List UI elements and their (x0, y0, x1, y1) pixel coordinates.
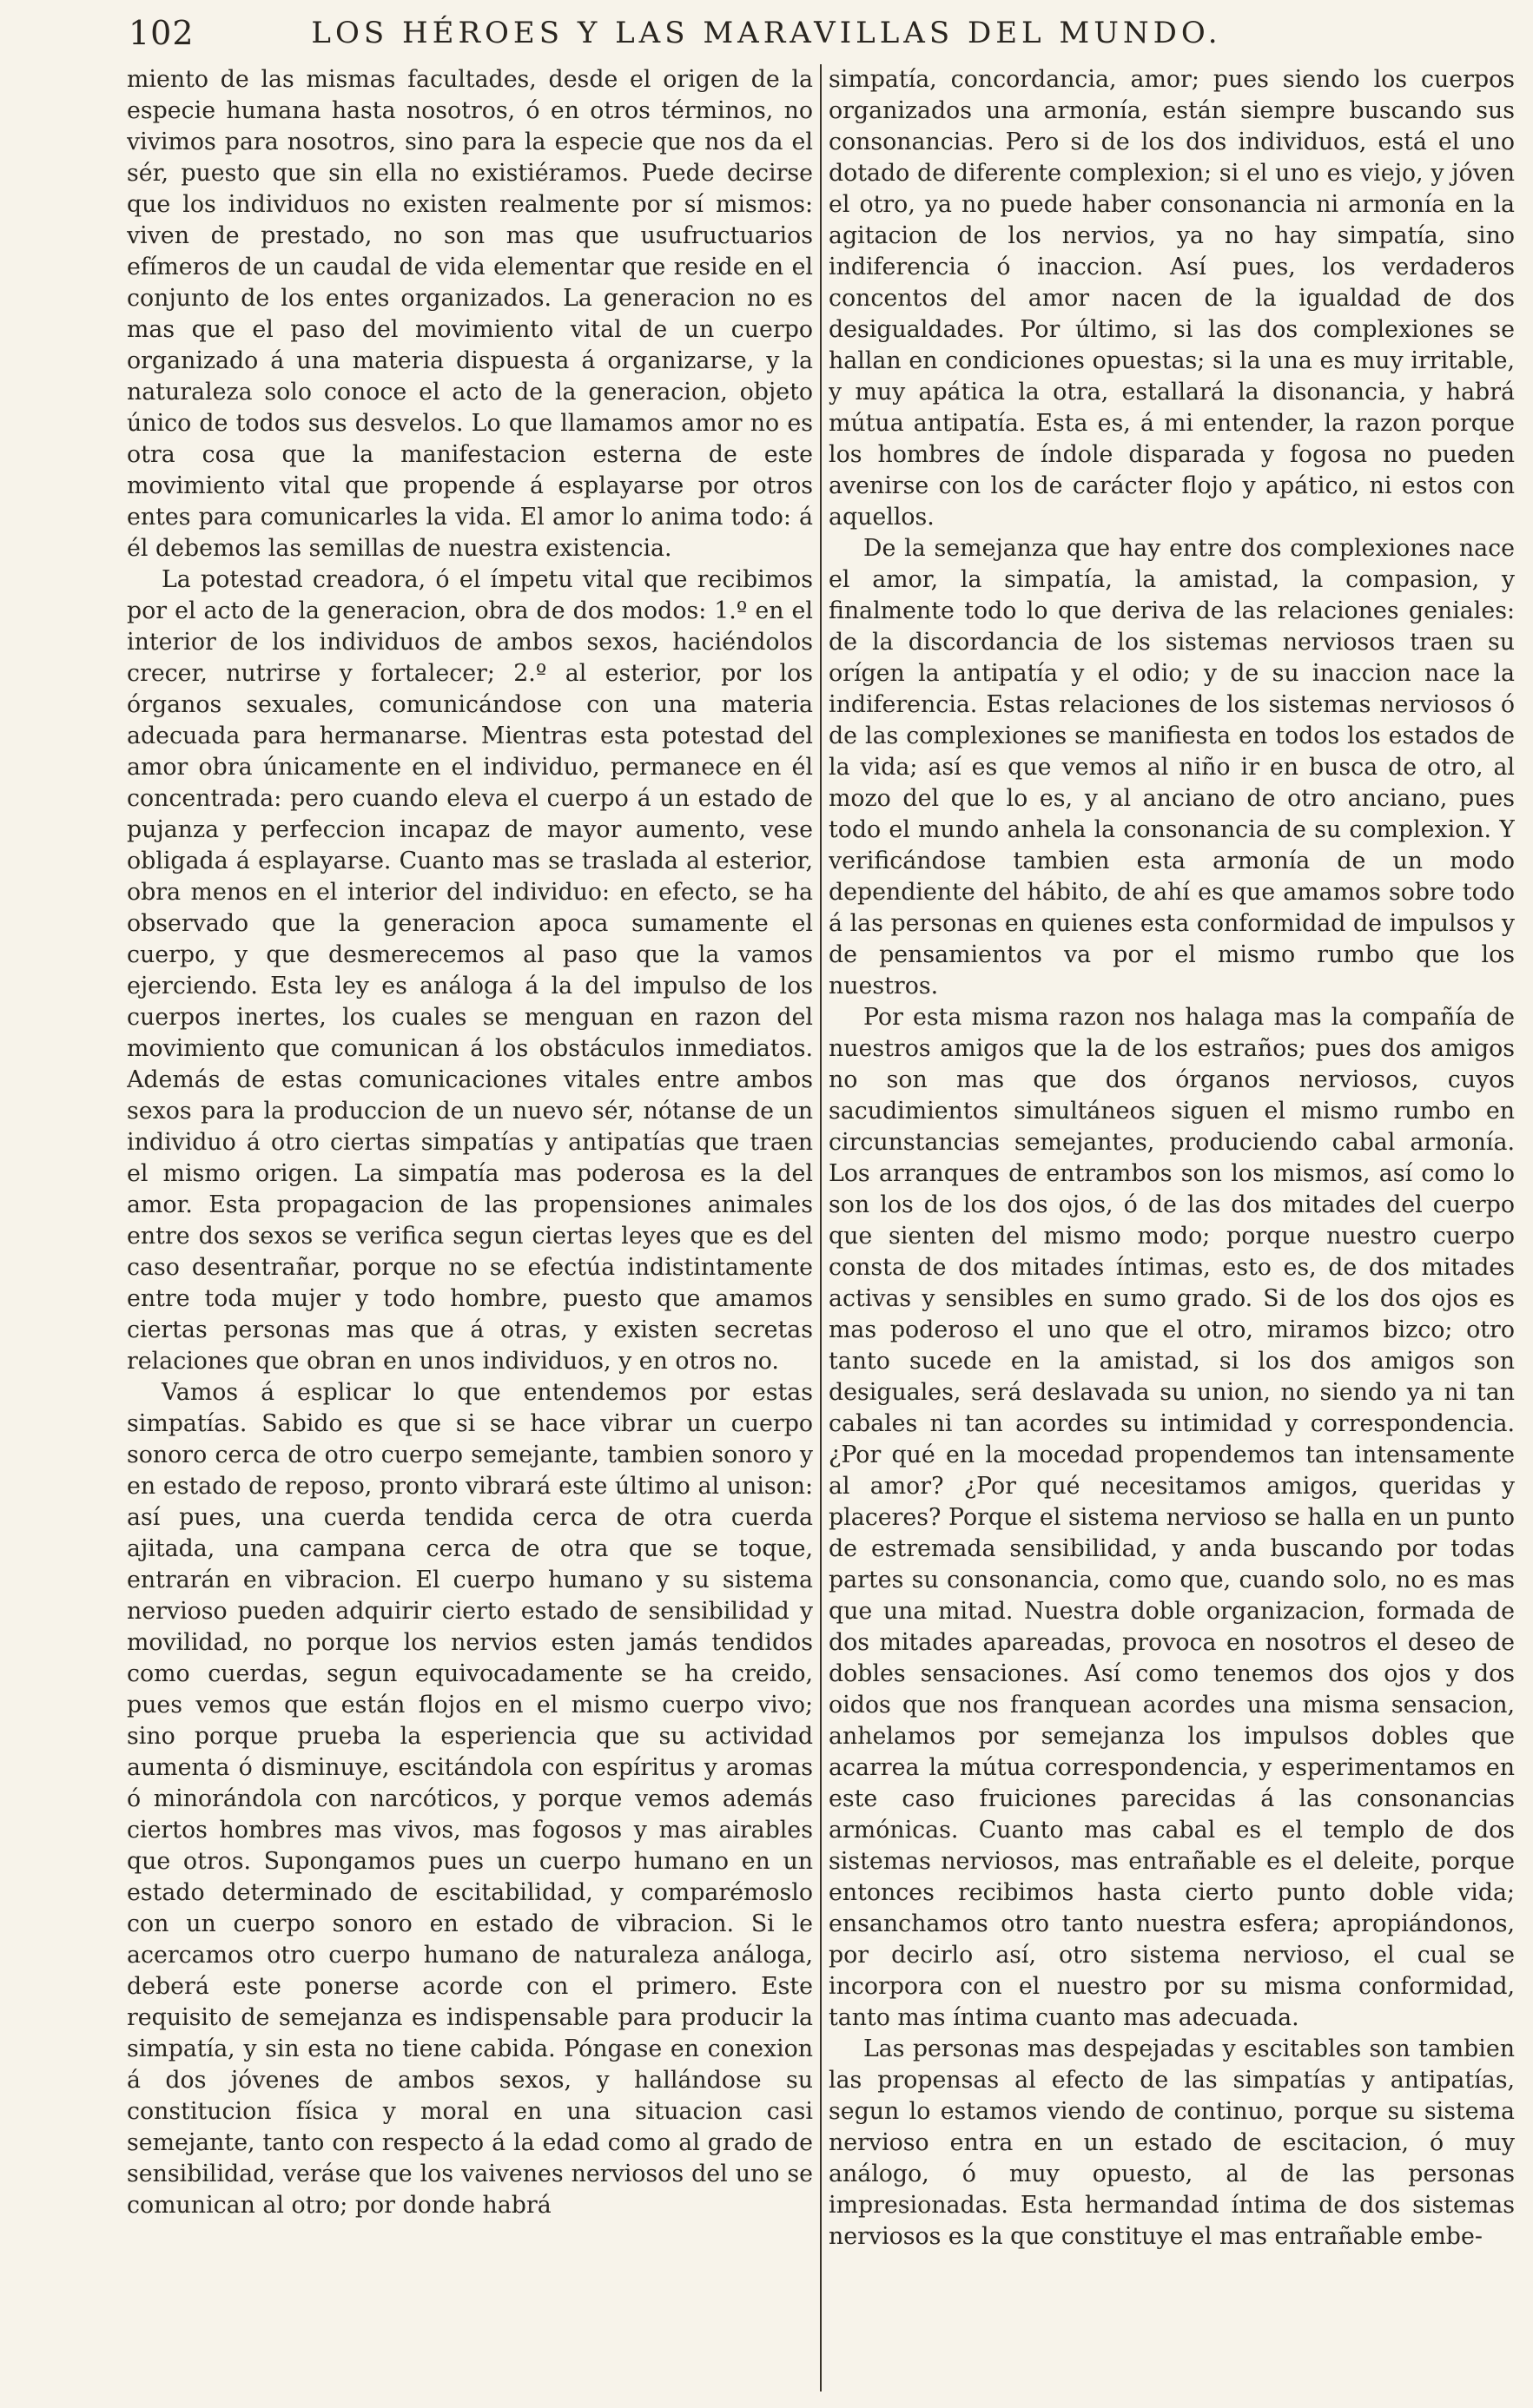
paragraph: simpatía, concordancia, amor; pues siendo los cuerpos organizados una armonía, están siempre buscando sus consonancias. Pero si de los dos individuos, está el uno dotado de diferente complexion; si el uno es viejo, y jóven el otro, ya no puede haber consonancia ni armonía en la agitacion de los nervios, ya no hay simpatía, sino indiferencia ó inaccion. Así pues, los verdaderos concentos del amor nacen de la igualdad de dos desigualdades. Por último, si las dos complexiones se hallan en condiciones opuestas; si la una es muy irritable, y muy apática la otra, estallará la disonancia, y habrá mútua antipatía. Esta es, á mi entender, la razon porque los hombres de índole disparada y fogosa no pueden avenirse con los de carácter flojo y apático, ni estos con aquellos. (829, 66, 1515, 531)
right-column (829, 64, 1515, 2392)
paragraph: miento de las mismas facultades, desde el origen de la especie humana hasta nosotros, ó en otros términos, no vivimos para nosotros, sino para la especie que nos da el sér, puesto que sin ella no existiéramos. Puede decirse que los individuos no existen realmente por sí mismos: viven de prestado, no son mas que usufructuarios efímeros de un caudal de vida elementar que reside en el conjunto de los entes organizados. La generacion no es mas que el paso del movimiento vital de un cuerpo organizado á una materia dispuesta á organizarse, y la naturaleza solo conoce el acto de la generacion, objeto único de todos sus desvelos. Lo que llamamos amor no es otra cosa que la manifestacion esterna de este movimiento vital que propende á esplayarse por otros entes para comunicarles la vida. El amor lo anima todo: á él debemos las semillas de nuestra existencia. (127, 66, 813, 562)
text-columns (127, 64, 1527, 2392)
paragraph: La potestad creadora, ó el ímpetu vital que recibimos por el acto de la generacion, obra de dos modos: 1.º en el interior de los individuos de ambos sexos, haciéndolos crecer, nutrirse y fortalecer; 2.º al esterior, por los órganos sexuales, comunicándose con una materia adecuada para hermanarse. Mientras esta potestad del amor obra únicamente en el individuo, permanece en él concentrada: pero cuando eleva el cuerpo á un estado de pujanza y perfeccion incapaz de mayor aumento, vese obligada á esplayarse. Cuanto mas se traslada al esterior, obra menos en el interior del individuo: en efecto, se ha observado que la generacion apoca sumamente el cuerpo, y que desmerecemos al paso que la vamos ejerciendo. Esta ley es análoga á la del impulso de los cuerpos inertes, los cuales se menguan en razon del movimiento que comunican á los obstáculos inmediatos. Además de estas comunicaciones vitales entre ambos sexos para la produccion de un nuevo sér, nótanse de un individuo á otro ciertas simpatías y antipatías que traen el mismo origen. La simpatía mas poderosa es la del amor. Esta propagacion de las propensiones animales entre dos sexos se verifica segun ciertas leyes que es del caso desentrañar, porque no se efectúa indistintamente entre toda mujer y todo hombre, puesto que amamos ciertas personas mas que á otras, y existen secretas relaciones que obran en unos individuos, y en otros no. (127, 566, 813, 1375)
paragraph: Vamos á esplicar lo que entendemos por estas simpatías. Sabido es que si se hace vibrar un cuerpo sonoro cerca de otro cuerpo semejante, tambien sonoro y en estado de reposo, pronto vibrará este último al unison: así pues, una cuerda tendida cerca de otra cuerda ajitada, una campana cerca de otra que se toque, entrarán en vibracion. El cuerpo humano y su sistema nervioso pueden adquirir cierto estado de sensibilidad y movilidad, no porque los nervios esten jamás tendidos como cuerdas, segun equivocadamente se ha creido, pues vemos que están flojos en el mismo cuerpo vivo; sino porque prueba la esperiencia que su actividad aumenta ó disminuye, escitándola con espíritus y aromas ó minorándola con narcóticos, y porque vemos además ciertos hombres mas vivos, mas fogosos y mas airables que otros. Supongamos pues un cuerpo humano en un estado determinado de escitabilidad, y comparémoslo con un cuerpo sonoro en estado de vibracion. Si le acercamos otro cuerpo humano de naturaleza análoga, deberá este ponerse acorde con el primero. Este requisito de semejanza es indispensable para producir la simpatía, y sin esta no tiene cabida. Póngase en conexion á dos jóvenes de ambos sexos, y hallándose su constitucion física y moral en una situacion casi semejante, tanto con respecto á la edad como al grado de sensibilidad, veráse que los vaivenes nerviosos del uno se comunican al otro; por donde habrá (127, 1379, 813, 2219)
paragraph: Por esta misma razon nos halaga mas la compañía de nuestros amigos que la de los estraños; pues dos amigos no son mas que dos órganos nerviosos, cuyos sacudimientos simultáneos siguen el mismo rumbo en circunstancias semejantes, produciendo cabal armonía. Los arranques de entrambos son los mismos, así como lo son los de los dos ojos, ó de las dos mitades del cuerpo que sienten del mismo modo; porque nuestro cuerpo consta de dos mitades íntimas, esto es, de dos mitades activas y sensibles en sumo grado. Si de los dos ojos es mas poderoso el uno que el otro, miramos bizco; otro tanto sucede en la amistad, si los dos amigos son desiguales, será deslavada su union, no siendo ya ni tan cabales ni tan acordes su intimidad y correspondencia. ¿Por qué en la mocedad propendemos tan intensamente al amor? ¿Por qué necesitamos amigos, queridas y placeres? Porque el sistema nervioso se halla en un punto de estremada sensibilidad, y anda buscando por todas partes su consonancia, como que, cuando solo, no es mas que una mitad. Nuestra doble organizacion, formada de dos mitades apareadas, provoca en nosotros el deseo de dobles sensaciones. Así como tenemos dos ojos y dos oidos que nos franquean acordes una misma sensacion, anhelamos por semejanza los impulsos dobles que acarrea la mútua correspondencia, y esperimentamos en este caso fruiciones parecidas á las consonancias armónicas. Cuanto mas cabal es el templo de dos sistemas nerviosos, mas entrañable es el deleite, porque entonces recibimos hasta cierto punto doble vida; ensanchamos otro tanto nuestra esfera; apropiándonos, por decirlo así, otro sistema nervioso, el cual se incorpora con el nuestro por su misma conformidad, tanto mas íntima cuanto mas adecuada. (829, 1004, 1515, 2031)
paragraph: De la semejanza que hay entre dos complexiones nace el amor, la simpatía, la amistad, la compasion, y finalmente todo lo que deriva de las relaciones geniales: de la discordancia de los sistemas nerviosos traen su orígen la antipatía y el odio; y de su inaccion nace la indiferencia. Estas relaciones de los sistemas nerviosos ó de las complexiones se manifiesta en todos los estados de la vida; así es que vemos al niño ir en busca de otro, al mozo del que lo es, y al anciano de otro anciano, pues todo el mundo anhela la consonancia de su complexion. Y verificándose tambien esta armonía de un modo dependiente del hábito, de ahí es que amamos sobre todo á las personas en quienes esta conformidad de impulsos y de pensamientos va por el mismo rumbo que los nuestros. (829, 535, 1515, 999)
column-divider (820, 64, 822, 2392)
left-column (127, 64, 813, 2392)
running-head-title: LOS HÉROES Y LAS MARAVILLAS DEL MUNDO. (311, 16, 1222, 50)
page-number: 102 (129, 14, 195, 52)
paragraph: Las personas mas despejadas y escitables son tambien las propensas al efecto de las simpatías y antipatías, segun lo estamos viendo de continuo, porque su sistema nervioso entra en un estado de escitacion, ó muy análogo, ó muy opuesto, al de las personas impresionadas. Esta hermandad íntima de dos sistemas nerviosos es la que constituye el mas entrañable embe- (829, 2035, 1515, 2250)
page-header (0, 10, 1533, 63)
